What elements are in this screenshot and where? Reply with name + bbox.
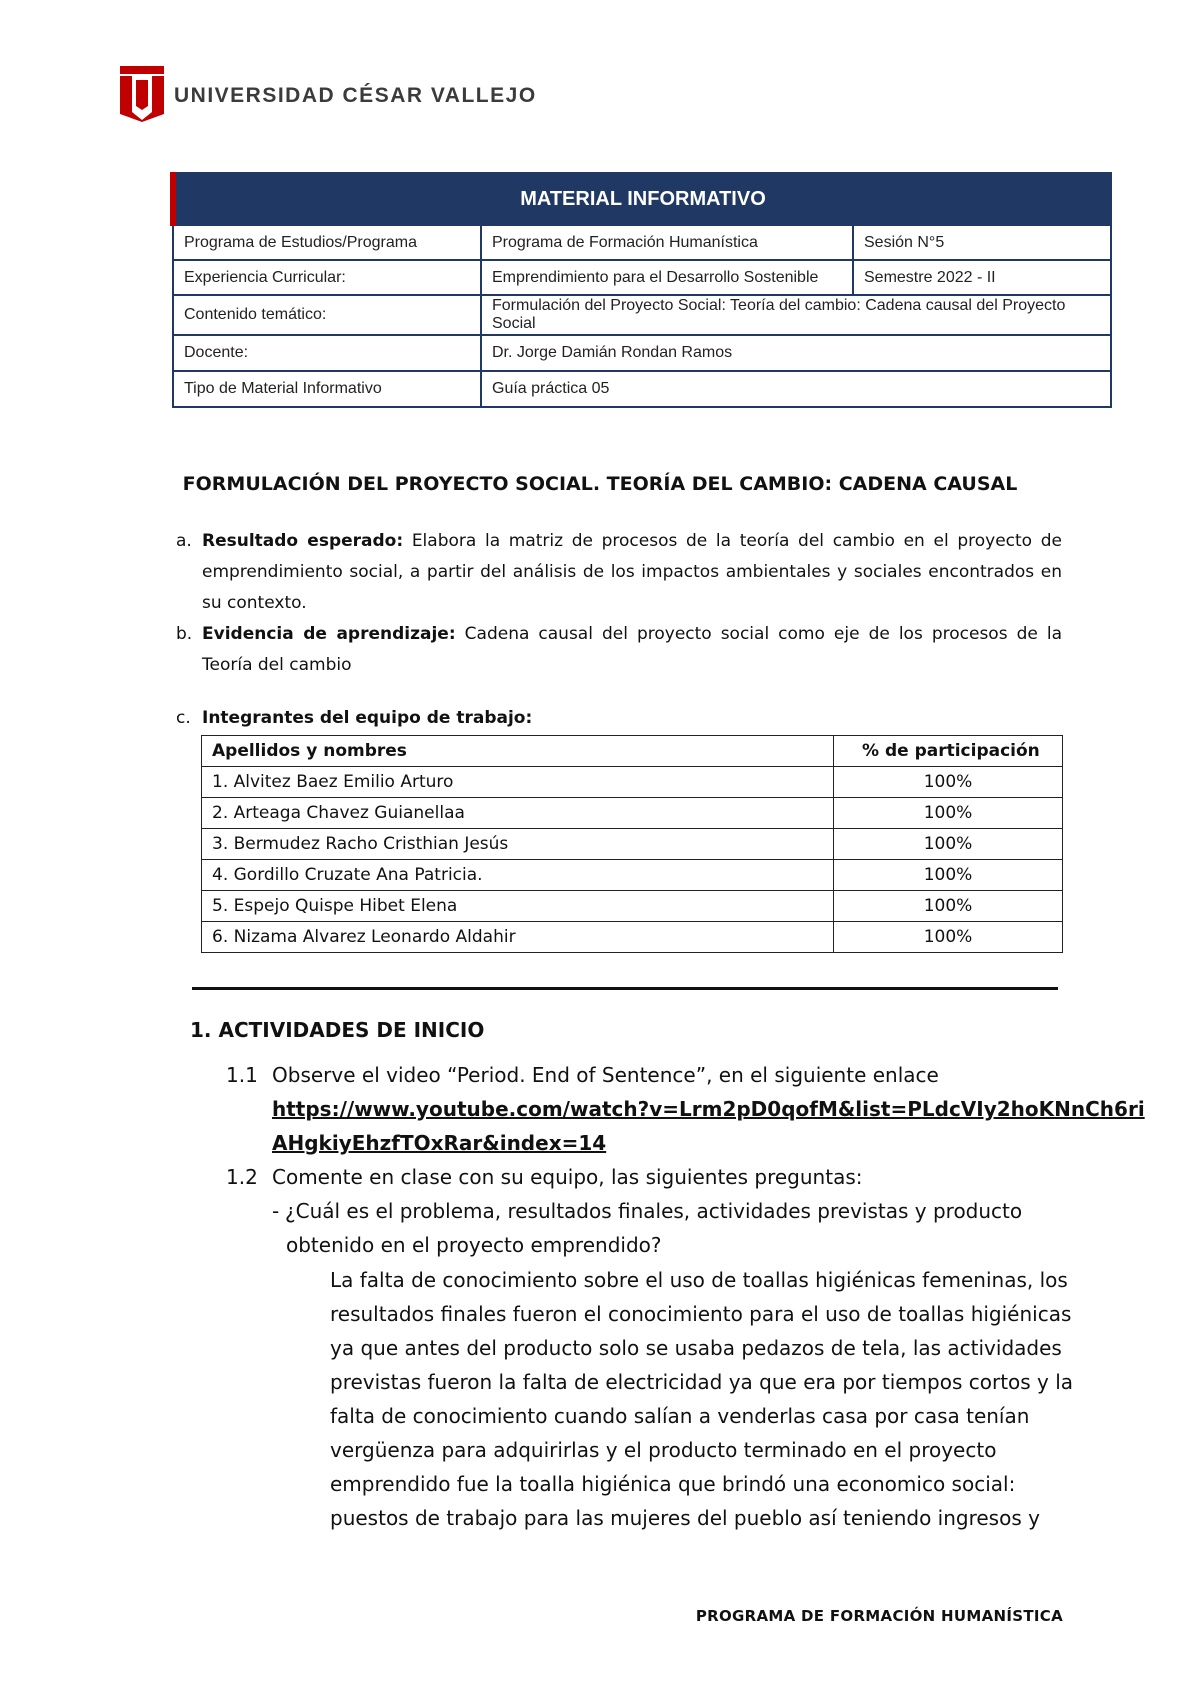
member-name: 5. Espejo Quispe Hibet Elena bbox=[202, 891, 834, 922]
item-text: Elabora la matriz de procesos de la teoría del cambio en el proyecto de emprendimiento social, a partir del análisis de los impactos ambientales y sociales encontrados en su contexto. bbox=[202, 531, 1062, 613]
table-row bbox=[202, 922, 1063, 953]
answer-paragraph bbox=[330, 1263, 1073, 1535]
logo-wordmark: UNIVERSIDAD CÉSAR VALLEJO bbox=[174, 84, 537, 107]
item-label: b. bbox=[176, 624, 193, 644]
step-text: Observe el video “Period. End of Sentence”, en el siguiente enlace bbox=[272, 1063, 939, 1087]
info-label: Contenido temático: bbox=[173, 295, 481, 335]
info-label: Docente: bbox=[173, 335, 481, 371]
table-row bbox=[202, 798, 1063, 829]
info-value: Emprendimiento para el Desarrollo Sostenible bbox=[481, 260, 853, 295]
answer-line: La falta de conocimiento sobre el uso de toallas higiénicas femeninas, los bbox=[330, 1268, 1068, 1292]
table-row bbox=[202, 829, 1063, 860]
info-table-header: MATERIAL INFORMATIVO bbox=[173, 173, 1111, 225]
member-participation: 100% bbox=[834, 891, 1063, 922]
university-logo bbox=[118, 62, 538, 122]
item-heading: Integrantes del equipo de trabajo: bbox=[202, 708, 533, 728]
member-participation: 100% bbox=[834, 798, 1063, 829]
step-number: 1.2 bbox=[226, 1165, 258, 1189]
table-row bbox=[202, 860, 1063, 891]
member-participation: 100% bbox=[834, 829, 1063, 860]
info-value: Guía práctica 05 bbox=[481, 371, 1111, 407]
question-line: obtenido en el proyecto emprendido? bbox=[286, 1233, 662, 1257]
item-label: a. bbox=[176, 531, 192, 551]
team-members-table bbox=[201, 735, 1063, 953]
question-dash: - bbox=[272, 1199, 280, 1223]
member-participation: 100% bbox=[834, 860, 1063, 891]
item-c bbox=[176, 703, 1062, 734]
member-name: 4. Gordillo Cruzate Ana Patricia. bbox=[202, 860, 834, 891]
info-table-header-row bbox=[173, 173, 1111, 225]
member-participation: 100% bbox=[834, 767, 1063, 798]
step-text: Comente en clase con su equipo, las siguientes preguntas: bbox=[272, 1165, 863, 1189]
item-text: Cadena causal del proyecto social como eje de los procesos de la Teoría del cambio bbox=[202, 624, 1062, 675]
table-header-row bbox=[202, 736, 1063, 767]
item-a bbox=[176, 526, 1062, 619]
member-participation: 100% bbox=[834, 922, 1063, 953]
divider bbox=[192, 987, 1058, 990]
info-value: Semestre 2022 - II bbox=[853, 260, 1111, 295]
info-row bbox=[173, 225, 1111, 260]
answer-line: puestos de trabajo para las mujeres del pueblo así teniendo ingresos y bbox=[330, 1506, 1040, 1530]
item-heading: Resultado esperado: bbox=[202, 531, 404, 551]
video-link[interactable]: https://www.youtube.com/watch?v=Lrm2pD0qofM&list=PLdcVIy2hoKNnCh6ri bbox=[272, 1097, 1145, 1121]
document-title: FORMULACIÓN DEL PROYECTO SOCIAL. TEORÍA DEL CAMBIO: CADENA CAUSAL bbox=[182, 473, 1018, 495]
member-name: 6. Nizama Alvarez Leonardo Aldahir bbox=[202, 922, 834, 953]
video-link-continued[interactable]: AHgkiyEhzfTOxRar&index=14 bbox=[272, 1131, 607, 1155]
info-label: Tipo de Material Informativo bbox=[173, 371, 481, 407]
info-row bbox=[173, 335, 1111, 371]
info-row bbox=[173, 371, 1111, 407]
section-heading: 1. ACTIVIDADES DE INICIO bbox=[190, 1018, 485, 1042]
member-name: 2. Arteaga Chavez Guianellaa bbox=[202, 798, 834, 829]
member-name: 3. Bermudez Racho Cristhian Jesús bbox=[202, 829, 834, 860]
info-value: Programa de Formación Humanística bbox=[481, 225, 853, 260]
item-heading: Evidencia de aprendizaje: bbox=[202, 624, 456, 644]
answer-line: resultados finales fueron el conocimiento para el uso de toallas higiénicas bbox=[330, 1302, 1072, 1326]
member-name: 1. Alvitez Baez Emilio Arturo bbox=[202, 767, 834, 798]
table-row bbox=[202, 767, 1063, 798]
info-value: Dr. Jorge Damián Rondan Ramos bbox=[481, 335, 1111, 371]
answer-line: vergüenza para adquirirlas y el producto terminado en el proyecto bbox=[330, 1438, 997, 1462]
info-label: Experiencia Curricular: bbox=[173, 260, 481, 295]
answer-line: falta de conocimiento cuando salían a venderlas casa por casa tenían bbox=[330, 1404, 1030, 1428]
item-label: c. bbox=[176, 708, 191, 728]
table-row bbox=[202, 891, 1063, 922]
item-b bbox=[176, 619, 1062, 681]
page-footer: PROGRAMA DE FORMACIÓN HUMANÍSTICA bbox=[695, 1607, 1063, 1625]
info-value: Sesión N°5 bbox=[853, 225, 1111, 260]
column-header-participation: % de participación bbox=[834, 736, 1063, 767]
step-number: 1.1 bbox=[226, 1063, 258, 1087]
info-value: Formulación del Proyecto Social: Teoría del cambio: Cadena causal del Proyecto Social bbox=[481, 295, 1111, 335]
material-info-table bbox=[170, 172, 1112, 408]
info-row bbox=[173, 295, 1111, 335]
column-header-name: Apellidos y nombres bbox=[202, 736, 834, 767]
ucv-shield-icon bbox=[118, 62, 166, 122]
answer-line: previstas fueron la falta de electricidad ya que era por tiempos cortos y la bbox=[330, 1370, 1074, 1394]
answer-line: emprendido fue la toalla higiénica que brindó una economico social: bbox=[330, 1472, 1016, 1496]
info-label: Programa de Estudios/Programa bbox=[173, 225, 481, 260]
info-row bbox=[173, 260, 1111, 295]
question-line: ¿Cuál es el problema, resultados finales, actividades previstas y producto bbox=[285, 1199, 1023, 1223]
answer-line: ya que antes del producto solo se usaba pedazos de tela, las actividades bbox=[330, 1336, 1062, 1360]
